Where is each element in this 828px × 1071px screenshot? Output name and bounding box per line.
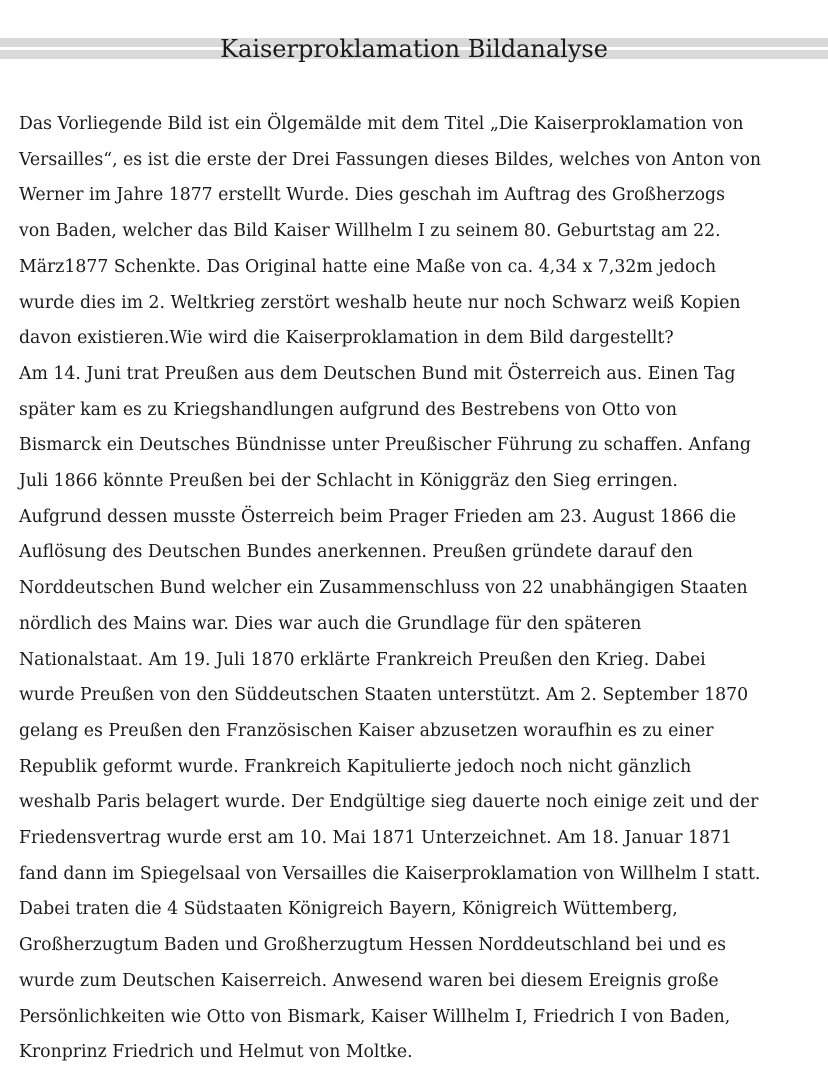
text-line: Auflösung des Deutschen Bundes anerkennen. Preußen gründete darauf den — [19, 542, 693, 563]
page-title-text: Kaiserproklamation Bildanalyse — [220, 35, 608, 63]
text-line: Republik geformt wurde. Frankreich Kapitulierte jedoch noch nicht gänzlich — [19, 756, 692, 777]
text-line: später kam es zu Kriegshandlungen aufgrund des Bestrebens von Otto von — [19, 399, 677, 420]
text-line: Persönlichkeiten wie Otto von Bismark, Kaiser Willhelm I, Friedrich I von Baden, — [19, 1006, 731, 1027]
text-line: Aufgrund dessen musste Österreich beim Prager Frieden am 23. August 1866 die — [19, 506, 737, 527]
text-line: Nationalstaat. Am 19. Juli 1870 erklärte Frankreich Preußen den Krieg. Dabei — [19, 649, 706, 670]
text-line: März1877 Schenkte. Das Original hatte eine Maße von ca. 4,34 x 7,32m jedoch — [19, 256, 717, 277]
text-line: fand dann im Spiegelsaal von Versailles die Kaiserproklamation von Willhelm I statt. — [19, 863, 761, 884]
text-line: Juli 1866 könnte Preußen bei der Schlacht in Königgräz den Sieg erringen. — [19, 471, 678, 492]
text-line: Großherzugtum Baden und Großherzugtum Hessen Norddeutschland bei und es — [19, 935, 727, 956]
body-text — [19, 107, 819, 1071]
text-line: Norddeutschen Bund welcher ein Zusammenschluss von 22 unabhängigen Staaten — [19, 578, 748, 599]
text-line: Werner im Jahre 1877 erstellt Wurde. Dies geschah im Auftrag des Großherzogs — [19, 185, 725, 206]
text-line: Am 14. Juni trat Preußen aus dem Deutschen Bund mit Österreich aus. Einen Tag — [19, 363, 736, 384]
text-line: gelang es Preußen den Französischen Kaiser abzusetzen woraufhin es zu einer — [19, 720, 714, 741]
text-line: von Baden, welcher das Bild Kaiser Willhelm I zu seinem 80. Geburtstag am 22. — [19, 221, 721, 242]
text-line: Kronprinz Friedrich und Helmut von Moltke. — [19, 1042, 413, 1063]
text-line: Dabei traten die 4 Südstaaten Königreich Bayern, Königreich Wüttemberg, — [19, 899, 678, 920]
text-line: weshalb Paris belagert wurde. Der Endgültige sieg dauerte noch einige zeit und der — [19, 792, 759, 813]
text-line: Versailles“, es ist die erste der Drei Fassungen dieses Bildes, welches von Anton von — [19, 149, 762, 170]
text-line: wurde dies im 2. Weltkrieg zerstört weshalb heute nur noch Schwarz weiß Kopien — [19, 292, 741, 313]
text-line: davon existieren.Wie wird die Kaiserproklamation in dem Bild dargestellt? — [19, 328, 674, 349]
page-title — [0, 33, 828, 65]
text-line: wurde Preußen von den Süddeutschen Staaten unterstützt. Am 2. September 1870 — [19, 685, 749, 706]
text-line: wurde zum Deutschen Kaiserreich. Anwesend waren bei diesem Ereignis große — [19, 970, 719, 991]
text-line: nördlich des Mains war. Dies war auch die Grundlage für den späteren — [19, 613, 642, 634]
text-line: Bismarck ein Deutsches Bündnisse unter Preußischer Führung zu schaffen. Anfang — [19, 435, 751, 456]
text-line: Friedensvertrag wurde erst am 10. Mai 1871 Unterzeichnet. Am 18. Januar 1871 — [19, 828, 732, 849]
text-line: Das Vorliegende Bild ist ein Ölgemälde mit dem Titel „Die Kaiserproklamation von — [19, 114, 744, 134]
